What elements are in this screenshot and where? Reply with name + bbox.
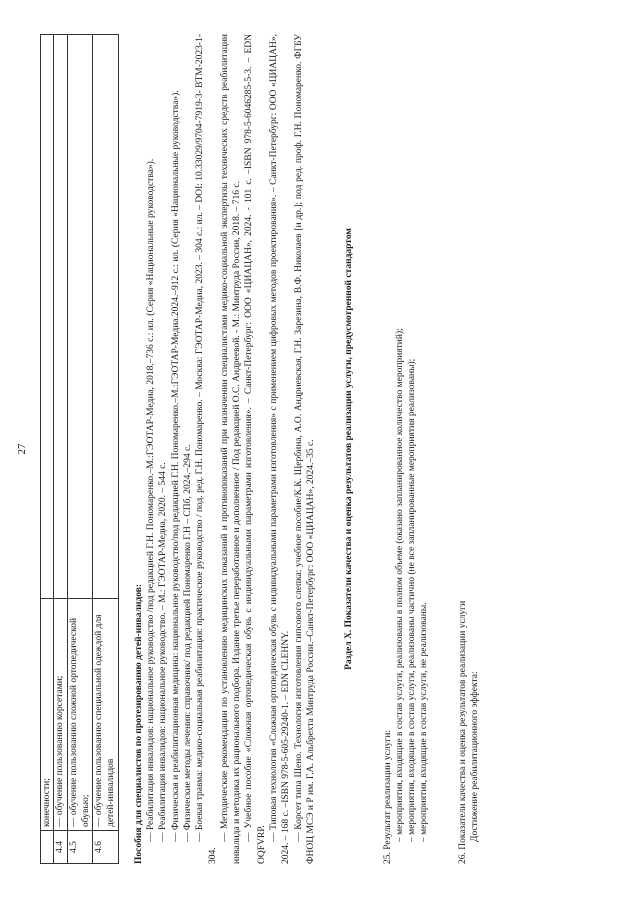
quality-section bbox=[457, 34, 482, 864]
result-section bbox=[382, 34, 431, 864]
quality-heading: 26. Показатели качества и оценка результатов реализации услуги bbox=[457, 600, 468, 864]
result-item: – мероприятия, входящие в состав услуги, реализованы в полном объеме (оказано запланированное количество мероприятий); bbox=[394, 328, 405, 842]
table-cell-empty bbox=[41, 35, 54, 599]
page-number: 27 bbox=[16, 443, 28, 455]
table-cell-num: 4.4 bbox=[54, 831, 67, 864]
manuals-heading: Пособия для специалистов по протезированию детей-инвалидов: bbox=[133, 583, 144, 864]
table-cell-num bbox=[41, 831, 54, 864]
quality-subheading: Достижение реабилитационного эффекта: bbox=[470, 671, 481, 842]
manual-item: — Методические рекомендации по установлению медицинских показаний и противопоказаний при назначении специалистами медико-социальной экспертизы технических средств реабилитации инвалида и методика их рационального подбора. Издание третье переработанное и дополненное / Под редакцией О.С. Андреевой. - М.: Минтруда России, 2018. – 716 с. bbox=[219, 34, 243, 864]
result-heading: 25. Результат реализации услуги: bbox=[382, 730, 393, 864]
table-row bbox=[93, 35, 119, 864]
manual-item: — Учебное пособие «Сложная ортопедическая обувь с индивидуальными параметрами изготовления». – Санкт-Петербург: ООО «ЦИАЦАН», 2024. - 101 с. –ISBN 978-5-6046285-5-3. – EDN OQFVRP. bbox=[244, 34, 267, 864]
result-item: – мероприятия, входящие в состав услуги, реализованы частично (не все запланированные мероприятия реализованы); bbox=[407, 358, 418, 842]
table-cell-text: конечности; bbox=[41, 599, 54, 831]
manual-item: — Реабилитация инвалидов: национальное руководство /под редакцией Г.Н. Пономаренко.–М.:ГЭОТАР-Медиа, 2018.–736 с.: ил. (Серия «Национальные руководства»). bbox=[146, 158, 157, 842]
manual-item: — Физические методы лечения: справочник/ под редакцией Пономаренко Г.Н – СПб, 2024.–294 с. bbox=[182, 444, 193, 842]
section-title: Раздел X. Показатели качества и оценка результатов реализации услуги, предусмотренной стандартом bbox=[344, 228, 355, 670]
manuals-section bbox=[133, 34, 317, 864]
result-item: – мероприятия, входящие в состав услуги, не реализованы. bbox=[419, 602, 430, 842]
manual-item: — Физическая и реабилитационная медицина: национальное руководство/под редакцией Г.Н. Пономаренко.–М.:ГЭОТАР-Медиа.2024.–912 с.: ил. (Серия «Национальные руководства»). bbox=[170, 90, 181, 842]
document-page bbox=[11, 0, 629, 902]
rehab-table bbox=[40, 34, 119, 864]
table-cell-empty bbox=[67, 35, 93, 599]
table-cell-num: 4.6 bbox=[93, 831, 119, 864]
table-row bbox=[54, 35, 67, 864]
table-cell-empty bbox=[93, 35, 119, 599]
manual-item: — Реабилитация инвалидов: национальное руководство. – М.: ГЭОТАР-Медиа, 2020. – 544 с. bbox=[158, 462, 169, 842]
manual-item: — Боевая травма: медико-социальная реабилитация: практическое руководство / под. ред. Г.Н. Пономаренко. – Москва: ГЭОТАР-Медиа, 2023. – 304 с.: ил. – DOI: 10.33029/9704-7919-3- BTM-2023-1-304. bbox=[195, 34, 218, 864]
manual-item: — Корсет типа Шено. Технология изготовления гипсового слепка: учебное пособие/К.К. Щербина, А.О. Андриевская, Г.Н. Зарезина, В.Ф. Николаев [и др.]; под ред. проф. Г.Н. Пономаренко. ФГБУ ФНОЦ МСЭ и Р им. Г.А. Альбрехта Минтруда России.–Санкт-Петербург: ООО «ЦИАЦАН», 2024.–35 с. bbox=[293, 34, 316, 864]
table-cell-text: — обучение пользованию корсетами; bbox=[54, 599, 67, 831]
manual-item: — Типовая технология «Сложная ортопедическая обувь с индивидуальными параметрами изготовления» с применением цифровых методов проектирования». – Санкт-Петербург: ООО «ЦИАЦАН», 2024. – 168 с. –ISBN 978-5-605-29240-1. – EDN CLEHNY. bbox=[269, 34, 292, 864]
table-cell-empty bbox=[54, 35, 67, 599]
table-row bbox=[67, 35, 93, 864]
table-row bbox=[41, 35, 54, 864]
table-cell-text: — обучение пользованию специальной одеждой для детей-инвалидов bbox=[93, 599, 119, 831]
table-cell-num: 4.5 bbox=[67, 831, 93, 864]
table-cell-text: — обучение пользованию сложной ортопедической обувью; bbox=[67, 599, 93, 831]
